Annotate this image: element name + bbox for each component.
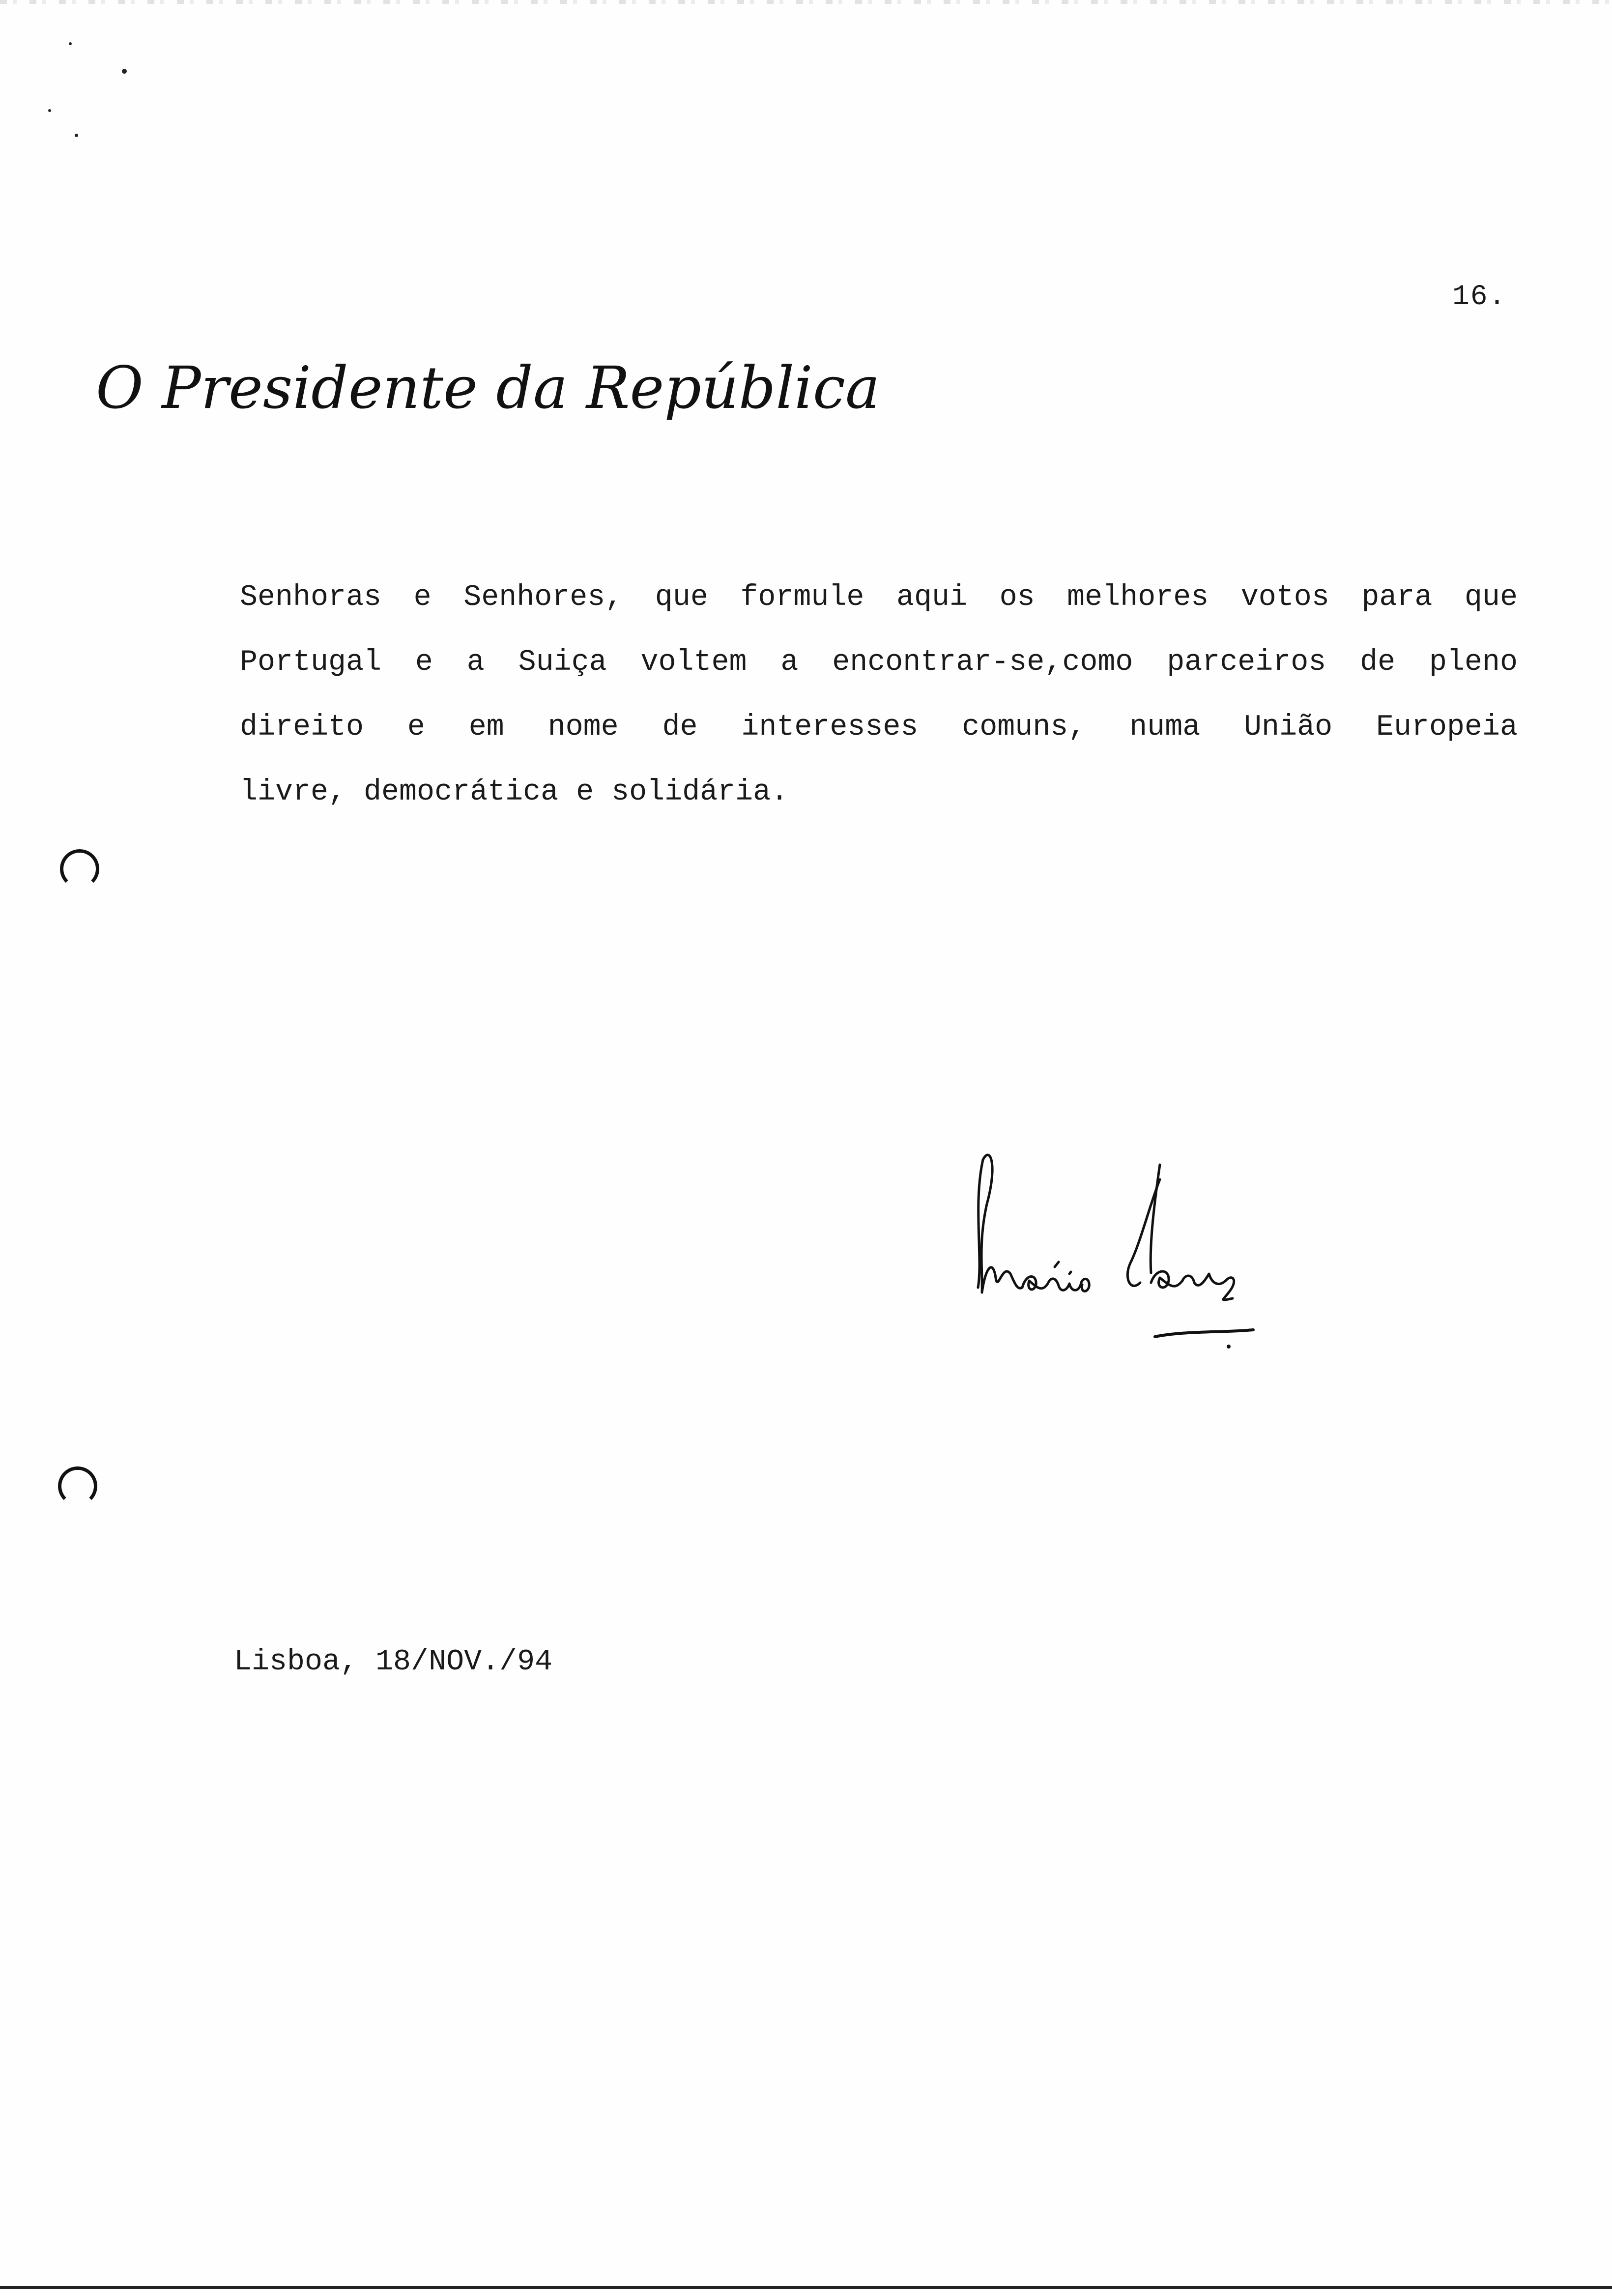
punch-hole-lower — [58, 1466, 97, 1506]
scan-edge-bottom — [0, 2286, 1612, 2289]
scan-speck — [122, 69, 127, 74]
scan-speck — [69, 42, 72, 45]
body-line: Senhoras e Senhores, que formule aqui os melhores votos para que — [240, 581, 1518, 614]
letterhead-script — [96, 344, 880, 437]
handwritten-signature — [963, 1145, 1268, 1351]
punch-hole-upper — [60, 849, 99, 889]
signature-text: Mário Soares — [963, 1145, 967, 1146]
scan-speck — [48, 109, 51, 112]
letterhead-text: O Presidente da República — [96, 354, 880, 422]
place-date: Lisboa, 18/NOV./94 — [234, 1645, 553, 1679]
page-number: 16. — [1452, 281, 1507, 313]
scan-speck — [75, 134, 78, 137]
body-line: livre, democrática e solidária. — [240, 775, 789, 809]
letter-body — [240, 565, 1518, 825]
body-line: direito e em nome de interesses comuns, numa União Europeia — [240, 711, 1518, 744]
body-line: Portugal e a Suiça voltem a encontrar-se,como parceiros de pleno — [240, 646, 1518, 679]
scan-edge-top — [0, 0, 1612, 4]
